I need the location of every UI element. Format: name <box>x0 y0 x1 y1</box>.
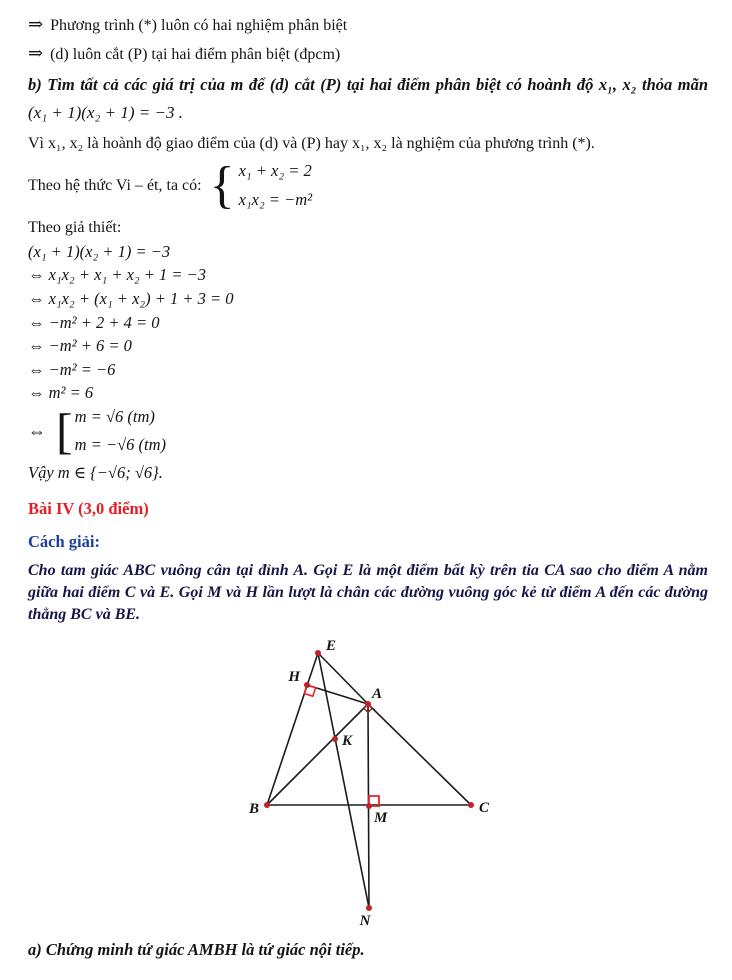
question-a: a) Chứng minh tứ giác AMBH là tứ giác nội tiếp. <box>28 940 365 960</box>
figure-lines <box>267 653 471 908</box>
conclusion-line-1 <box>28 13 708 37</box>
system-brace: { <box>209 156 235 214</box>
conclusion-line-2 <box>28 42 708 66</box>
point-H <box>304 682 310 688</box>
derivation-steps <box>28 242 708 404</box>
point-B <box>264 802 270 808</box>
derivation-step: ⇔ m² = 6 <box>28 383 94 403</box>
segment-EN <box>318 653 369 908</box>
part4-heading: Bài IV (3,0 điểm) <box>28 498 149 518</box>
equivalence-arrow: ⇔ <box>28 420 46 441</box>
solution-cases <box>75 407 166 455</box>
point-A <box>365 701 371 707</box>
part-b-conclusion: Vậy m ∈ {−√6; √6}. <box>28 463 163 483</box>
implies-arrow: ⇒ <box>28 14 44 34</box>
figure-label-H: H <box>288 669 300 686</box>
segment-AC <box>368 704 471 805</box>
point-K <box>332 736 338 742</box>
point-C <box>468 802 474 808</box>
figure-label-C: C <box>479 800 490 817</box>
cases-bracket: [ <box>56 403 73 460</box>
part-b-condition: (x₁ + 1)(x₂ + 1) = −3 . <box>28 103 183 123</box>
part4-problem-statement: Cho tam giác ABC vuông cân tại đỉnh A. Gọi E là một điểm bất kỳ trên tia CA sao cho điểm A nằm giữa hai điểm C và E. Gọi M và H lần lượt là chân các đường vuông góc kẻ từ điểm A đến các đường thẳng BC và BE. <box>28 562 708 623</box>
figure-label-B: B <box>248 801 259 818</box>
viet-system <box>239 161 313 210</box>
conclusion-line-2-text: (d) luôn cắt (P) tại hai điểm phân biệt (đpcm) <box>50 45 341 63</box>
part-b-heading: b) Tìm tất cả các giá trị của m để (d) cắt (P) tại hai điểm phân biệt có hoành độ x₁, x₂ thỏa mãn <box>28 74 708 94</box>
part-b-reason: Vì x₁, x₂ là hoành độ giao điểm của (d) và (P) hay x₁, x₂ là nghiệm của phương trình (*). <box>28 135 595 153</box>
solution-cases-row <box>28 403 708 460</box>
figure-label-N: N <box>359 913 371 930</box>
method-label: Cách giải: <box>28 531 100 551</box>
segment-BA <box>267 704 368 805</box>
derivation-step: ⇔ x₁x₂ + x₁ + x₂ + 1 = −3 <box>28 265 207 285</box>
geometry-figure <box>230 631 500 931</box>
figure-label-A: A <box>372 686 383 703</box>
assumption-label: Theo giả thiết: <box>28 218 122 236</box>
point-N <box>366 905 372 911</box>
figure-label-M: M <box>374 810 388 827</box>
derivation-step: ⇔ −m² + 2 + 4 = 0 <box>28 312 160 332</box>
viet-label: Theo hệ thức Vi – ét, ta có: <box>28 176 202 194</box>
figure-label-E: E <box>326 638 337 655</box>
implies-arrow: ⇒ <box>28 42 44 63</box>
derivation-step: ⇔ −m² = −6 <box>28 359 116 379</box>
point-M <box>366 803 372 809</box>
derivation-step: ⇔ x₁x₂ + (x₁ + x₂) + 1 + 3 = 0 <box>28 288 234 308</box>
figure-label-K: K <box>342 733 353 750</box>
derivation-step: (x₁ + 1)(x₂ + 1) = −3 <box>28 241 171 261</box>
viet-system-row <box>28 156 708 214</box>
geometry-figure-container <box>230 631 500 931</box>
viet-equation-sum: x₁ + x₂ = 2 <box>238 161 312 181</box>
case-positive-root: m = √6 (tm) <box>74 407 155 427</box>
conclusion-line-1-text: Phương trình (*) luôn có hai nghiệm phân biệt <box>50 17 348 34</box>
viet-equation-product: x₁x₂ = −m² <box>238 190 313 210</box>
point-E <box>315 650 321 656</box>
derivation-step: ⇔ −m² + 6 = 0 <box>28 336 132 356</box>
case-negative-root: m = −√6 (tm) <box>74 435 167 455</box>
